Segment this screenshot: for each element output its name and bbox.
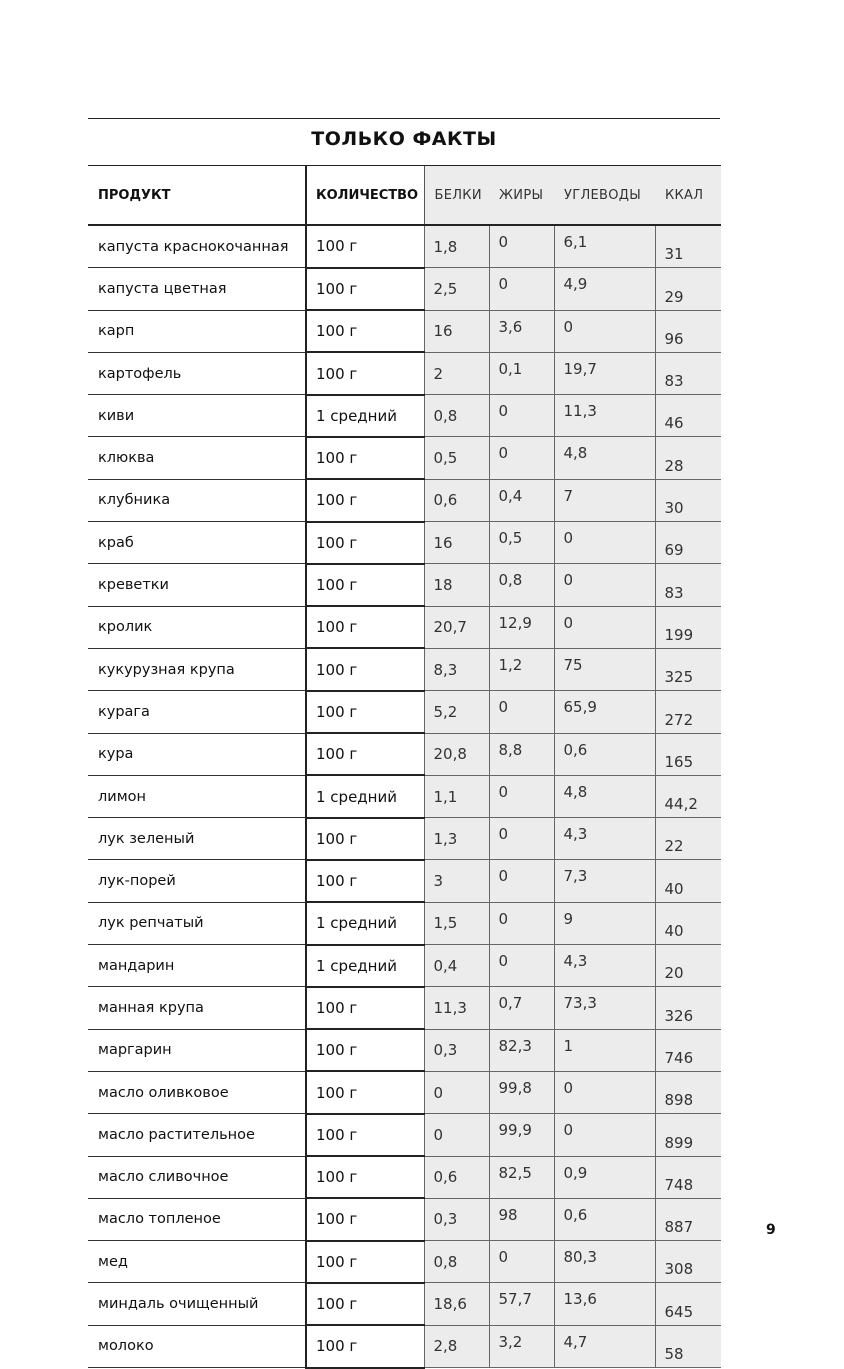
cell-kcal: 165 <box>655 733 721 775</box>
cell-quantity: 100 г <box>306 268 424 310</box>
cell-quantity: 100 г <box>306 818 424 860</box>
cell-fat: 0 <box>489 775 554 817</box>
cell-quantity: 100 г <box>306 1071 424 1113</box>
cell-fat: 0,8 <box>489 564 554 606</box>
cell-fat: 99,8 <box>489 1071 554 1113</box>
cell-carbs: 4,8 <box>554 437 655 479</box>
cell-quantity: 100 г <box>306 987 424 1029</box>
cell-product: клубника <box>88 479 306 521</box>
table-row <box>88 225 721 268</box>
table-row <box>88 352 721 394</box>
cell-fat: 0 <box>489 268 554 310</box>
cell-fat: 3,6 <box>489 310 554 352</box>
table-row <box>88 860 721 902</box>
cell-protein: 2,8 <box>424 1325 489 1367</box>
cell-carbs: 0,9 <box>554 1156 655 1198</box>
cell-product: маргарин <box>88 1029 306 1071</box>
cell-protein: 3 <box>424 860 489 902</box>
cell-kcal: 58 <box>655 1325 721 1367</box>
table-row <box>88 775 721 817</box>
table-row <box>88 1029 721 1071</box>
cell-product: масло топленое <box>88 1198 306 1240</box>
cell-fat: 3,2 <box>489 1325 554 1367</box>
cell-protein: 16 <box>424 522 489 564</box>
cell-protein: 0,3 <box>424 1198 489 1240</box>
cell-kcal: 96 <box>655 310 721 352</box>
cell-product: кура <box>88 733 306 775</box>
cell-kcal: 40 <box>655 902 721 944</box>
cell-product: манная крупа <box>88 987 306 1029</box>
cell-fat: 0 <box>489 902 554 944</box>
cell-quantity: 100 г <box>306 691 424 733</box>
cell-quantity: 100 г <box>306 860 424 902</box>
table-row <box>88 1156 721 1198</box>
cell-carbs: 13,6 <box>554 1283 655 1325</box>
cell-product: кукурузная крупа <box>88 648 306 690</box>
cell-protein: 0,8 <box>424 395 489 437</box>
cell-quantity: 1 средний <box>306 775 424 817</box>
cell-carbs: 0 <box>554 522 655 564</box>
cell-protein: 11,3 <box>424 987 489 1029</box>
cell-protein: 0,8 <box>424 1241 489 1283</box>
cell-protein: 5,2 <box>424 691 489 733</box>
table-row <box>88 987 721 1029</box>
cell-carbs: 1 <box>554 1029 655 1071</box>
cell-carbs: 4,3 <box>554 945 655 987</box>
cell-product: миндаль очищенный <box>88 1283 306 1325</box>
table-row <box>88 1325 721 1367</box>
cell-kcal: 30 <box>655 479 721 521</box>
cell-carbs: 0,6 <box>554 733 655 775</box>
cell-protein: 20,7 <box>424 606 489 648</box>
cell-product: лимон <box>88 775 306 817</box>
page-number: 9 <box>766 1222 776 1238</box>
table-row <box>88 902 721 944</box>
cell-fat: 0,4 <box>489 479 554 521</box>
cell-fat: 0,7 <box>489 987 554 1029</box>
cell-quantity: 100 г <box>306 606 424 648</box>
cell-protein: 1,1 <box>424 775 489 817</box>
cell-quantity: 1 средний <box>306 395 424 437</box>
cell-product: масло растительное <box>88 1114 306 1156</box>
cell-protein: 18 <box>424 564 489 606</box>
header-fat: ЖИРЫ <box>489 166 554 226</box>
cell-carbs: 73,3 <box>554 987 655 1029</box>
cell-kcal: 40 <box>655 860 721 902</box>
table-row <box>88 606 721 648</box>
cell-kcal: 898 <box>655 1071 721 1113</box>
cell-product: мандарин <box>88 945 306 987</box>
cell-protein: 16 <box>424 310 489 352</box>
header-kcal: ККАЛ <box>655 166 721 226</box>
cell-quantity: 100 г <box>306 479 424 521</box>
cell-carbs: 0 <box>554 606 655 648</box>
table-row <box>88 564 721 606</box>
cell-carbs: 4,3 <box>554 818 655 860</box>
cell-quantity: 100 г <box>306 310 424 352</box>
table-row <box>88 1198 721 1240</box>
cell-quantity: 100 г <box>306 648 424 690</box>
cell-product: капуста цветная <box>88 268 306 310</box>
table-row <box>88 648 721 690</box>
cell-fat: 82,3 <box>489 1029 554 1071</box>
table-row <box>88 1283 721 1325</box>
cell-quantity: 100 г <box>306 1325 424 1367</box>
table-row <box>88 437 721 479</box>
cell-kcal: 308 <box>655 1241 721 1283</box>
cell-quantity: 100 г <box>306 225 424 268</box>
cell-fat: 12,9 <box>489 606 554 648</box>
table-row <box>88 1071 721 1113</box>
cell-product: клюква <box>88 437 306 479</box>
cell-fat: 0 <box>489 395 554 437</box>
cell-fat: 0,5 <box>489 522 554 564</box>
cell-protein: 1,3 <box>424 818 489 860</box>
cell-quantity: 1 средний <box>306 945 424 987</box>
cell-kcal: 22 <box>655 818 721 860</box>
table-row <box>88 479 721 521</box>
header-protein: БЕЛКИ <box>424 166 489 226</box>
cell-fat: 82,5 <box>489 1156 554 1198</box>
cell-product: мед <box>88 1241 306 1283</box>
cell-quantity: 100 г <box>306 1241 424 1283</box>
cell-fat: 0 <box>489 225 554 268</box>
cell-carbs: 80,3 <box>554 1241 655 1283</box>
cell-product: молоко <box>88 1325 306 1367</box>
cell-product: киви <box>88 395 306 437</box>
cell-product: картофель <box>88 352 306 394</box>
cell-product: краб <box>88 522 306 564</box>
nutrition-table <box>88 165 721 1369</box>
cell-quantity: 100 г <box>306 1156 424 1198</box>
cell-carbs: 4,9 <box>554 268 655 310</box>
cell-carbs: 0 <box>554 1071 655 1113</box>
cell-protein: 0,6 <box>424 1156 489 1198</box>
cell-kcal: 20 <box>655 945 721 987</box>
header-product: ПРОДУКТ <box>88 166 306 226</box>
header-quantity: КОЛИЧЕСТВО <box>306 166 424 226</box>
cell-fat: 1,2 <box>489 648 554 690</box>
cell-kcal: 83 <box>655 352 721 394</box>
cell-quantity: 100 г <box>306 522 424 564</box>
table-row <box>88 691 721 733</box>
cell-protein: 8,3 <box>424 648 489 690</box>
cell-kcal: 83 <box>655 564 721 606</box>
cell-kcal: 28 <box>655 437 721 479</box>
cell-kcal: 272 <box>655 691 721 733</box>
cell-quantity: 100 г <box>306 564 424 606</box>
cell-carbs: 4,8 <box>554 775 655 817</box>
cell-kcal: 645 <box>655 1283 721 1325</box>
cell-protein: 2 <box>424 352 489 394</box>
cell-quantity: 1 средний <box>306 902 424 944</box>
cell-carbs: 75 <box>554 648 655 690</box>
cell-carbs: 7 <box>554 479 655 521</box>
cell-product: карп <box>88 310 306 352</box>
cell-carbs: 7,3 <box>554 860 655 902</box>
cell-fat: 0 <box>489 1241 554 1283</box>
cell-protein: 0,6 <box>424 479 489 521</box>
cell-product: масло сливочное <box>88 1156 306 1198</box>
table-row <box>88 1241 721 1283</box>
cell-carbs: 4,7 <box>554 1325 655 1367</box>
cell-fat: 57,7 <box>489 1283 554 1325</box>
page-title: ТОЛЬКО ФАКТЫ <box>311 128 497 150</box>
cell-protein: 2,5 <box>424 268 489 310</box>
cell-carbs: 0 <box>554 310 655 352</box>
cell-protein: 1,8 <box>424 225 489 268</box>
table-header-row <box>88 166 721 226</box>
cell-kcal: 29 <box>655 268 721 310</box>
cell-protein: 20,8 <box>424 733 489 775</box>
cell-product: кролик <box>88 606 306 648</box>
cell-product: лук репчатый <box>88 902 306 944</box>
cell-protein: 0 <box>424 1114 489 1156</box>
cell-carbs: 0 <box>554 564 655 606</box>
table-row <box>88 522 721 564</box>
cell-carbs: 11,3 <box>554 395 655 437</box>
cell-quantity: 100 г <box>306 352 424 394</box>
cell-kcal: 46 <box>655 395 721 437</box>
cell-protein: 0,3 <box>424 1029 489 1071</box>
cell-kcal: 746 <box>655 1029 721 1071</box>
cell-fat: 0 <box>489 691 554 733</box>
table-row <box>88 310 721 352</box>
cell-product: креветки <box>88 564 306 606</box>
cell-product: масло оливковое <box>88 1071 306 1113</box>
cell-quantity: 100 г <box>306 1283 424 1325</box>
cell-product: лук зеленый <box>88 818 306 860</box>
cell-kcal: 887 <box>655 1198 721 1240</box>
cell-product: капуста краснокочанная <box>88 225 306 268</box>
table-row <box>88 733 721 775</box>
cell-quantity: 100 г <box>306 1114 424 1156</box>
cell-carbs: 0,6 <box>554 1198 655 1240</box>
table-row <box>88 395 721 437</box>
cell-protein: 0,5 <box>424 437 489 479</box>
cell-fat: 0 <box>489 818 554 860</box>
cell-fat: 0,1 <box>489 352 554 394</box>
cell-carbs: 6,1 <box>554 225 655 268</box>
cell-protein: 0,4 <box>424 945 489 987</box>
cell-product: курага <box>88 691 306 733</box>
cell-quantity: 100 г <box>306 1029 424 1071</box>
cell-kcal: 325 <box>655 648 721 690</box>
cell-product: лук-порей <box>88 860 306 902</box>
cell-fat: 0 <box>489 860 554 902</box>
title-rule <box>88 118 720 119</box>
cell-protein: 0 <box>424 1071 489 1113</box>
cell-fat: 8,8 <box>489 733 554 775</box>
cell-protein: 18,6 <box>424 1283 489 1325</box>
cell-carbs: 19,7 <box>554 352 655 394</box>
table-row <box>88 945 721 987</box>
cell-fat: 99,9 <box>489 1114 554 1156</box>
cell-kcal: 748 <box>655 1156 721 1198</box>
cell-kcal: 31 <box>655 225 721 268</box>
cell-fat: 98 <box>489 1198 554 1240</box>
cell-kcal: 326 <box>655 987 721 1029</box>
table-row <box>88 268 721 310</box>
cell-kcal: 199 <box>655 606 721 648</box>
cell-carbs: 0 <box>554 1114 655 1156</box>
cell-quantity: 100 г <box>306 733 424 775</box>
cell-carbs: 9 <box>554 902 655 944</box>
cell-quantity: 100 г <box>306 1198 424 1240</box>
header-carbs: УГЛЕВОДЫ <box>554 166 655 226</box>
table-row <box>88 818 721 860</box>
cell-protein: 1,5 <box>424 902 489 944</box>
table-row <box>88 1114 721 1156</box>
cell-quantity: 100 г <box>306 437 424 479</box>
cell-carbs: 65,9 <box>554 691 655 733</box>
cell-fat: 0 <box>489 945 554 987</box>
cell-fat: 0 <box>489 437 554 479</box>
cell-kcal: 69 <box>655 522 721 564</box>
cell-kcal: 44,2 <box>655 775 721 817</box>
cell-kcal: 899 <box>655 1114 721 1156</box>
